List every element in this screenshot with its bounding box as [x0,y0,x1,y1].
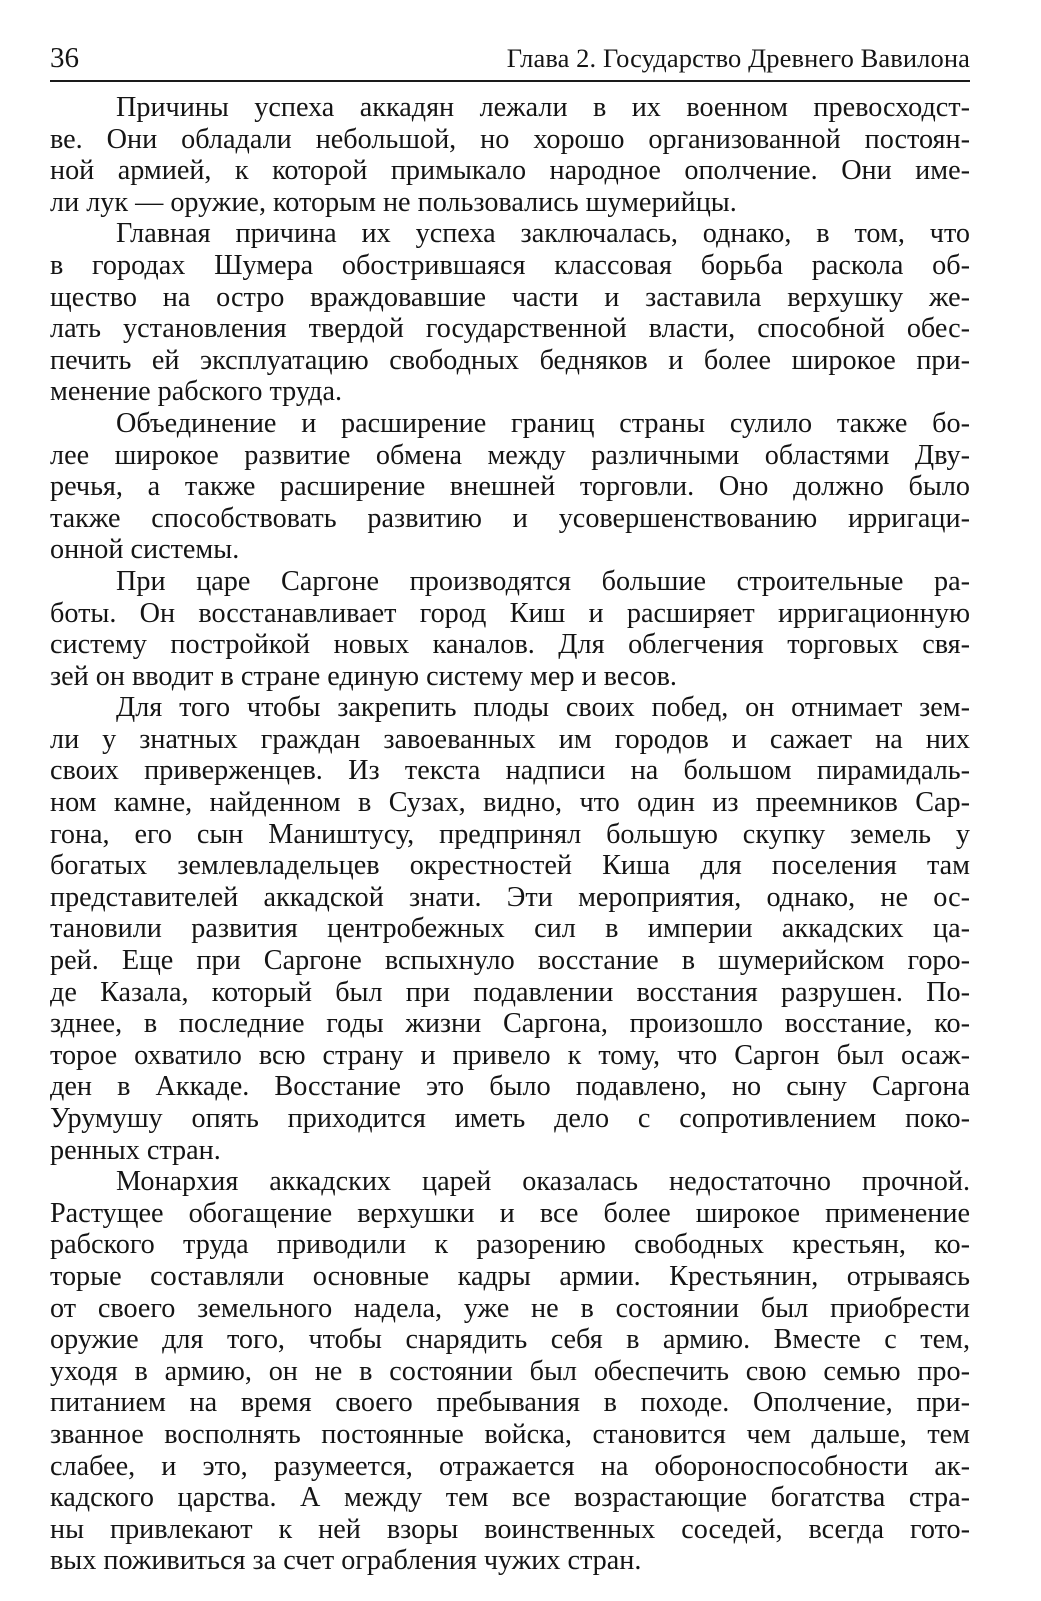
text-line: рей. Еще при Саргоне вспыхнуло восстание в шумерийском горо- [50,945,970,977]
text-line: слабее, и это, разумеется, отражается на обороноспособности ак- [50,1450,970,1482]
text-line: ли у знатных граждан завоеванных им городов и сажает на них [50,723,970,755]
text-line: уходя в армию, он не в состоянии был обеспечить свою семью про- [50,1355,970,1387]
paragraph [50,92,970,218]
text-line: ли лук — оружие, которым не пользовались шумерийцы. [50,186,737,218]
text-line: Объединение и расширение границ страны сулило также бо- [116,407,970,439]
text-line: менение рабского труда. [50,376,343,408]
text-line: ве. Они обладали небольшой, но хорошо организованной постоян- [50,123,970,155]
text-line: тановили развития центробежных сил в империи аккадских ца- [50,913,970,945]
text-line: в городах Шумера обострившаяся классовая борьба раскола об- [50,249,970,281]
text-line: печить ей эксплуатацию свободных бедняков и более широкое при- [50,344,970,376]
text-line: Урумушу опять приходится иметь дело с сопротивлением поко- [50,1103,970,1134]
text-line: Главная причина их успеха заключалась, однако, в том, что [116,218,970,250]
text-line: кадского царства. А между тем все возрастающие богатства стра- [50,1482,970,1514]
paragraph [50,1166,970,1577]
text-line: щество на остро враждовавшие части и заставила верхушку же- [50,281,970,313]
text-line: питанием на время своего пребывания в походе. Ополчение, при- [50,1387,970,1419]
text-line: При царе Саргоне производятся большие строительные ра- [116,565,970,597]
text-line: торое охватило всю страну и привело к тому, что Саргон был осаж- [50,1039,970,1071]
paragraph [50,408,970,566]
text-line: Растущее обогащение верхушки и все более широкое применение [50,1197,970,1229]
text-line: рабского труда приводили к разорению свободных крестьян, ко- [50,1229,970,1261]
text-line: ден в Аккаде. Восстание это было подавлено, но сыну Саргона [50,1071,970,1103]
running-header [50,38,970,82]
body-text [50,92,970,1577]
book-page [50,38,970,1577]
text-line: ной армией, к которой примыкало народное ополчение. Они име- [50,155,970,187]
text-line: представителей аккадской знати. Эти мероприятия, однако, не ос- [50,881,970,913]
text-line: торые составляли основные кадры армии. Крестьянин, отрываясь [50,1260,970,1292]
text-line: Монархия аккадских царей оказалась недостаточно прочной. [116,1166,970,1198]
paragraph [50,692,970,1166]
text-line: ном камне, найденном в Сузах, видно, что один из преемников Сар- [50,787,970,819]
page-number: 36 [50,42,79,74]
text-line: лее широкое развитие обмена между различными областями Дву- [50,439,970,471]
paragraph [50,218,970,408]
text-line: званное восполнять постоянные войска, становится чем дальше, тем [50,1418,970,1450]
text-line: ны привлекают к ней взоры воинственных соседей, всегда гото- [50,1513,970,1545]
text-line: ренных стран. [50,1134,221,1166]
text-line: оружие для того, чтобы снарядить себя в армию. Вместе с тем, [50,1324,970,1356]
text-line: лать установления твердой государственной власти, способной обес- [50,313,970,345]
text-line: зей он вводит в стране единую систему мер и весов. [50,660,677,692]
text-line: зднее, в последние годы жизни Саргона, произошло восстание, ко- [50,1008,970,1040]
text-line: богатых землевладельцев окрестностей Киша для поселения там [50,850,970,882]
text-line: гона, его сын Маништусу, предпринял большую скупку земель у [50,818,970,850]
text-line: от своего земельного надела, уже не в состоянии был приобрести [50,1292,970,1324]
text-line: де Казала, который был при подавлении восстания разрушен. По- [50,976,970,1008]
text-line: Для того чтобы закрепить плоды своих побед, он отнимает зем- [116,692,970,724]
text-line: также способствовать развитию и усовершенствованию ирригаци- [50,502,970,534]
text-line: Причины успеха аккадян лежали в их военном превосходст- [116,92,970,123]
chapter-running-title: Глава 2. Государство Древнего Вавилона [506,43,970,73]
paragraph [50,566,970,692]
text-line: вых поживиться за счет ограбления чужих стран. [50,1545,642,1577]
text-line: речья, а также расширение внешней торговли. Оно должно было [50,471,970,503]
text-line: своих приверженцев. Из текста надписи на большом пирамидаль- [50,755,970,787]
text-line: систему постройкой новых каналов. Для облегчения торговых свя- [50,629,970,661]
text-line: боты. Он восстанавливает город Киш и расширяет ирригационную [50,597,970,629]
text-line: онной системы. [50,534,240,566]
